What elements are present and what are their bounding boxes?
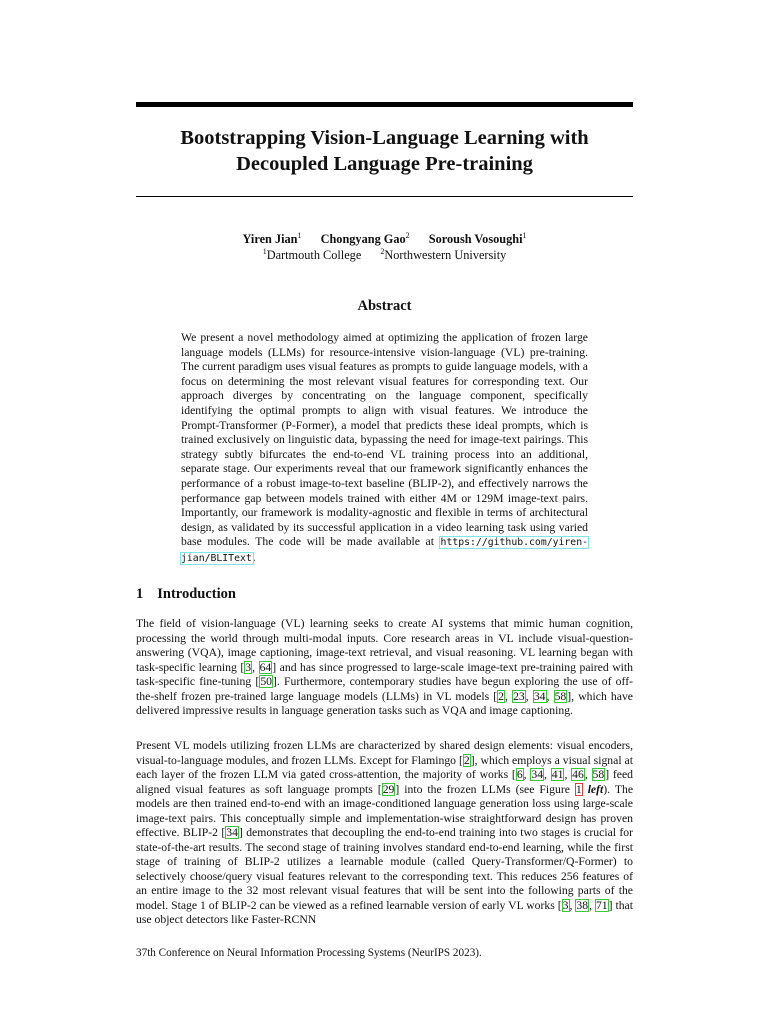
figure-panel-emphasis: left [587,782,604,796]
intro-paragraph-2: Present VL models utilizing frozen LLMs are characterized by shared design elements: visual encoders, visual-to-language modules, and frozen LLMs. Except for Flamingo [2], which employs a visual signal at each layer of the frozen LLM via gated cross-attention, the majority of works [6, 34, 41, 46, 58] feed aligned visual features as soft language prompts [29] into the frozen LLMs (see Figure 1 left). The models are then trained end-to-end with an image-conditioned language generation loss using large-scale image-text pairs. This conceptually simple and implementation-wise straightforward design has proven effective. BLIP-2 [34] demonstrates that decoupling the end-to-end training into two stages is crucial for state-of-the-art results. The second stage of training involves standard end-to-end learning, while the first stage of training of BLIP-2 utilizes a learnable module (called Query-Transformer/Q-Former) to selectively choose/query visual features relevant to the corresponding text. This reduces 256 features of an entire image to the 32 most relevant visual features that will be sent into the following parts of the model. Stage 1 of BLIP-2 can be viewed as a refined learnable version of early VL works [3, 38, 71] that use object detectors like Faster-RCNN [136,739,634,926]
author-names [136,231,633,247]
paper-title [136,125,633,177]
code-repository-link[interactable]: https://github.com/yiren-jian/BLIText [181,537,589,564]
title-line-2: Decoupled Language Pre-training [236,153,533,175]
author-3: Soroush Vosoughi$^1$ [428,231,527,246]
abstract-heading: Abstract [357,298,412,314]
author-1: Yiren Jian$^1$ [242,231,302,246]
citation-link[interactable]: 50 [260,675,272,688]
figure-reference-link[interactable]: 1 [575,782,582,796]
citation-link[interactable]: 46 [572,768,584,781]
citation-link[interactable]: 29 [382,782,395,796]
citation-link[interactable]: 58 [554,689,567,703]
title-line-1: Bootstrapping Vision-Language Learning with [180,127,589,149]
title-top-rule [136,102,633,107]
citation-link[interactable]: 58 [592,768,605,781]
section-heading-introduction [136,584,236,604]
citation-link[interactable]: 64 [259,660,272,674]
citation-link[interactable]: 71 [595,898,608,912]
citation-link[interactable]: 34 [533,689,546,703]
citation-link[interactable]: 34 [531,768,544,781]
citation-link[interactable]: 2 [463,753,470,767]
author-block [136,231,633,263]
affiliation-2: $^2$Northwestern University [380,247,507,262]
abstract-body: We present a novel methodology aimed at optimizing the application of frozen large language models (LLMs) for resource-intensive vision-language (VL) pre-training. The current paradigm uses visual features as prompts to guide language models, with a focus on determining the most relevant visual features for corresponding text. Our approach diverges by concentrating on the language component, specifically identifying the optimal prompts to align with visual features. We introduce the Prompt-Transformer (P-Former), a model that predicts these ideal prompts, which is trained exclusively on linguistic data, bypassing the need for image-text pairings. This strategy subtly bifurcates the end-to-end VL training process into an additional, separate stage. Our experiments reveal that our framework significantly enhances the performance of a robust image-to-text baseline (BLIP-2), and effectively narrows the performance gap between models trained with either 4M or 129M image-text pairs. Importantly, our framework is modality-agnostic and flexible in terms of architectural design, as validated by its successful application in a video learning task using varied base modules. The code will be made available at https://github.com/yiren-jian/BLIText. [181,331,589,564]
citation-link[interactable]: 2 [498,689,505,703]
citation-link[interactable]: 41 [551,768,564,781]
affiliation-1: $^1$Dartmouth College [262,247,362,262]
section-title: Introduction [157,586,236,602]
citation-link[interactable]: 3 [562,898,569,912]
citation-link[interactable]: 23 [513,689,525,703]
citation-link[interactable]: 34 [226,826,238,839]
title-bottom-rule [136,196,633,197]
intro-paragraph-1: The field of vision-language (VL) learning seeks to create AI systems that mimic human cognition, processing the world through multi-modal inputs. Core research areas in VL include visual-question-answering (VQA), image captioning, image-text retrieval, and visual reasoning. VL learning began with task-specific learning [3, 64] and has since progressed to large-scale image-text pre-training paired with task-specific fine-tuning [50]. Furthermore, contemporary studies have begun exploring the use of off-the-shelf frozen pre-trained large language models (LLMs) in VL models [2, 23, 34, 58], which have delivered impressive results in language generation tasks such as VQA and image captioning. [136,617,633,717]
author-2: Chongyang Gao$^2$ [320,231,410,246]
conference-footnote: 37th Conference on Neural Information Processing Systems (NeurIPS 2023). [136,947,482,959]
citation-link[interactable]: 6 [516,768,523,781]
section-number: 1 [136,586,144,602]
citation-link[interactable]: 38 [576,898,589,912]
affiliations [136,247,633,263]
citation-link[interactable]: 3 [245,660,252,674]
